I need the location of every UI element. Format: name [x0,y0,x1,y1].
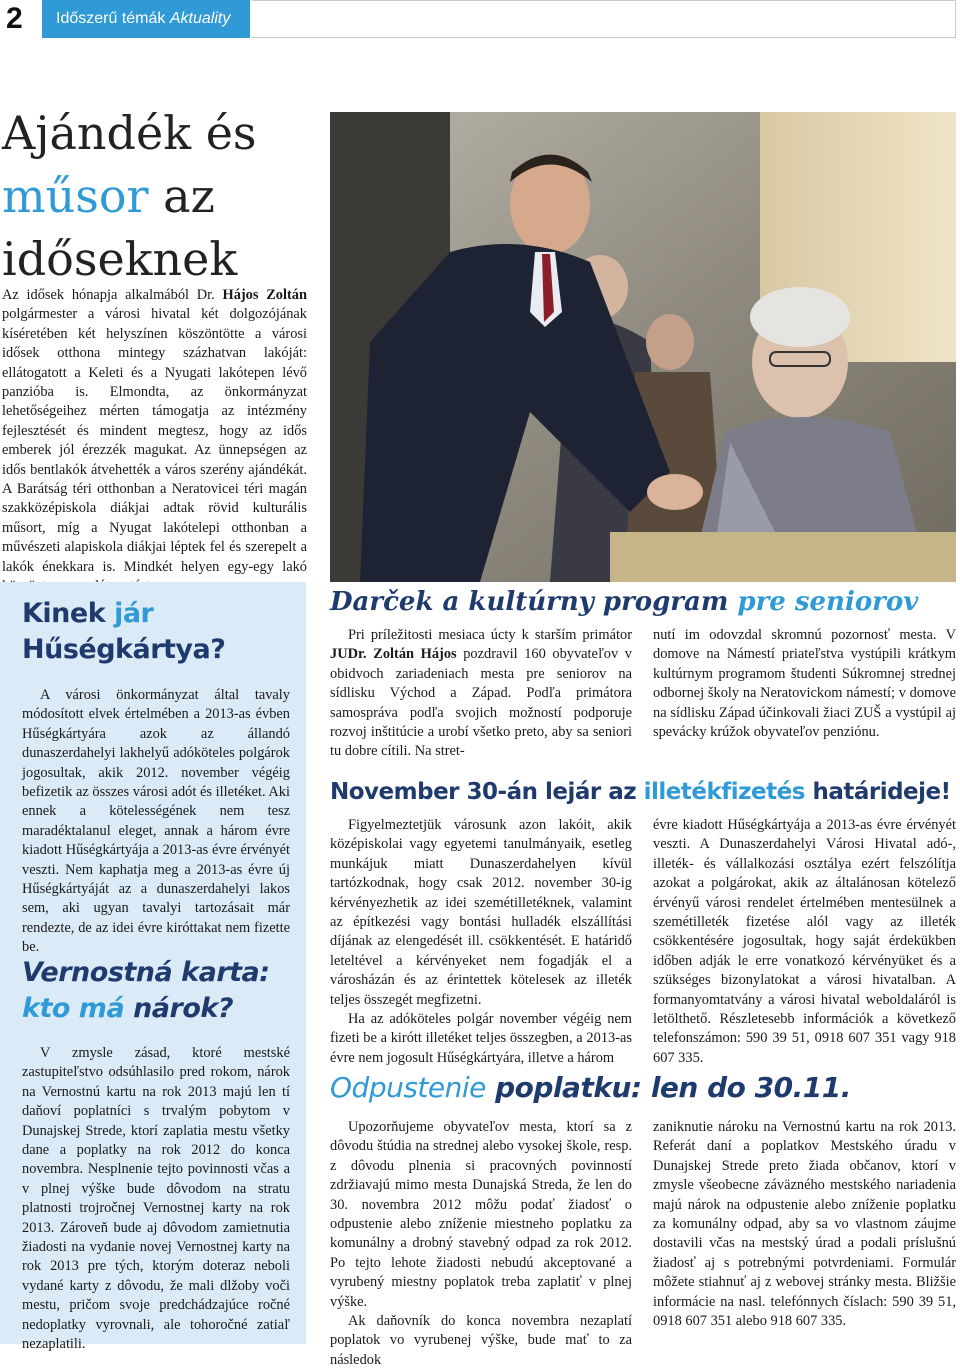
slovak-article-column-1 [330,626,632,762]
title-line-3: időseknek [2,232,238,286]
sidebar-title2-line-2 [22,991,302,1027]
title-line-2-rest: az [148,169,215,223]
page-title [2,102,322,291]
odpustenie-article-column-1 [330,1118,632,1370]
slovak-col1-text-start: Pri príležitosti mesiaca úcty k starším primátor [348,627,632,643]
lead-paragraph [2,286,307,597]
title-line-1: Ajándék és [2,106,257,160]
sidebar-title2-part2: nárok? [124,993,233,1024]
deadline-title-part1: November 30-án lejár az [330,779,644,805]
article-photo [330,112,956,582]
sidebar-title-part1: Kinek [22,598,115,629]
slovak-title-part1: Darček a kultúrny program [330,587,738,617]
sidebar-title-line-2: Hűségkártya? [22,634,226,665]
lead-text-end: polgármester a városi hivatal két dolgozójának kíséretében két helyszínen köszöntötte a városi idősek otthona mintegy százhatvan lakóját: ellátogatott a Keleti és a Nyugati lakótepen lévő panzióba is. Elmondta, az önkormányzat lehetőségeihez mérten támogatja az intézmény fejlesztését és mindent megtesz, hogy az idős emberek jól érezzék magukat. Az ünnepségen az idős bentlakók átvehették a város szerény ajándékát. A Barátság téri otthonban a Neratovicei téri magán szakközépiskola diákjai adtak rövid kulturális műsort, míg a Nyugat lakótelepi otthonban a művészeti alapiskola diákjai léptek fel és szerepelt a lakók énekkara is. Mindkét helyen egy-egy lakó [2,306,307,575]
header-rule [252,0,956,38]
odpustenie-col1-paragraph-2: Ak daňovník do konca novembra nezaplatí poplatok vo vyrubenej výške, bude mať to za následok [330,1313,632,1368]
deadline-col1-paragraph-2: Ha az adóköteles polgár november végéig nem fizeti be a kirótt illetéket teljes összegben, a 2013-as évre nem jogosult Hűségkártyára, illetve a három [330,1011,632,1066]
odpustenie-title-highlight: Odpustenie [330,1071,486,1104]
deadline-col1-paragraph-1: Figyelmeztetjük városunk azon lakóit, akik középiskolai vagy egyetemi tanulmányaik, esetleg munkájuk miatt Dunaszerdahelyen kívül tartózkodnak, hogy csak 2012. november 30-ig kérvényezhetik az idei szemétilletéknek, valamint az építkezési vagy bontási hulladék elszállítási díjának az elengedését ill. csökkentését. E határidő leteltével a kérvényeket nem fogadják el a városházán és az érintettek kötelesek az illeték teljes összegét megfizetni. [330,817,632,1008]
sidebar-title-highlight: jár [114,598,154,629]
sidebar-paragraph-1: A városi önkormányzat által tavaly módosított elvek értelmében a 2013-as évben Hűségkártyára azok az állandó dunaszerdahelyi lakhelyű adóköteles polgárok jogosultak, akik 2012. november végéig befizetik az összes városi adót és illetéket. Aki ennek a kötelességének nem tesz maradéktalanul eleget, annak a három évre kiadott Hűségkártyája a 2013-as évre érvényét veszti. Nem kaphatja meg a 2013-as évre új Hűségkártyáját az a dunaszerdahelyi lakos sem, aki ugyan tavalyi tartozásait már rendezte, de az idei évre kiróttakat nem fizette be. [22,687,290,956]
slovak-col1-text-end: pozdravil 160 obyvateľov v obidvoch zariadeniach mesta pre seniorov na sídlisku Východ a Západ. Podľa primátora samospráva podľa svojich možností podporuje rozvoj inštitúcie a urobí všetko preto, aby sa seniori tu dobre cítili. Na stret- [330,646,632,760]
sidebar-title-vernostna-karta [22,955,302,1027]
deadline-article-column-2: évre kiadott Hűségkártyája a 2013-as évre érvényét veszti. A Dunaszerdahelyi Városi Hivatal adó-, illeték- és vállalkozási osztálya ezért felszólítja azokat a polgárokat, akik az általánosan kötelező érvényű városi rendelet értelmében mentesülnek a szemétilleték fizetése alól vagy az illeték csökkentésére jogosultak, hogy saját érdekükben időben adják le erre vonatkozó kérvényüket és a szükséges bizonylatokat a városi hivatalban. A formanyomtatvány a városi hivatal weboldaláról is letölthető. Részletesebb információk a következő telefonszámon: 590 39 51, 0918 607 351 vagy 918 607 335. [653,817,956,1066]
odpustenie-col1-paragraph-1: Upozorňujeme obyvateľov mesta, ktorí sa z dôvodu štúdia na strednej alebo vysokej škole, resp. z dôvodu plnenia si pracovných povinností zdržiavajú mimo mesta Dunajská Streda, že len do 30. novembra 2012 môžu podať žiadosť o odpustenie alebo zníženie miestneho poplatku za komunálny a drobný stavebný odpad za rok 2012. Po tejto lehote žiadosti nebudú akceptované a vyrubený miestny poplatok treba zaplatiť v plnej výške. [330,1119,632,1310]
slovak-title-highlight: pre seniorov [737,587,919,617]
title-line-2 [2,165,322,228]
photo-illustration [330,112,956,582]
sidebar-title2-highlight: kto má [22,993,125,1024]
odpustenie-article-column-2: zaniknutie nároku na Vernostnú kartu na rok 2013. Referát daní a poplatkov Mestského úradu v Dunajskej Strede preto žiada občanov, ktorí v zmysle všeobecne záväzného mestského nariadenia majú nárok na odpustenie alebo zníženie poplatku za komunálny odpad, aby sa vo vlastnom záujme dostavili včas na mestský úrad a podali príslušnú žiadosť aj s potrebnými potvrdeniami. Formulár môžete stiahnuť aj z webovej stránky mesta. Bližšie informácie na nasl. telefónnych číslach: 590 39 51, 0918 607 351 alebo 918 607 335. [653,1119,956,1330]
title-highlight: műsor [2,169,149,223]
sidebar-title-loyalty-card [22,596,302,668]
lead-text-start: Az idősek hónapja alkalmából Dr. [2,287,223,303]
deadline-title-part2: határideje! [804,779,951,805]
slovak-article-column-2: nutí im odovzdal skromnú pozornosť mesta. V domove na Námestí priateľstva vystúpili krátkym kultúrnym programom študenti Súkromnej strednej odbornej školy na Neratovickom námestí; v domove na sídlisku Západ účinkovali žiaci ZUŠ a vystúpil aj spevácky krúžok obyvateľov penziónu. [653,627,956,741]
odpustenie-title-rest: poplatku: len do 30.11. [485,1071,851,1104]
page-number: 2 [6,2,23,35]
deadline-title-highlight: illetékfizetés [643,779,805,805]
deadline-article-column-1 [330,816,632,1068]
odpustenie-article-title [330,1068,960,1108]
sidebar-title2-line-1: Vernostná karta: [22,957,270,988]
slovak-article-title [330,584,960,620]
slovak-col1-bold-name: JUDr. Zoltán Hájos [330,646,457,663]
sidebar-title-line-1 [22,596,302,632]
sidebar-paragraph-2: V zmysle zásad, ktoré mestské zastupiteľstvo odsúhlasilo pred rokom, nárok na Vernostnú kartu na rok 2013 majú len tí daňoví poplatníci s trvalým pobytom v Dunajskej Strede, ktorí zaplatia mestu všetky dane a poplatky na rok 2012 do konca novembra. Nesplnenie tejto povinnosti včas a v plnej výške bude dôvodom na stratu platnosti trojročnej Vernostnej karty na rok 2013. Zároveň bude aj dôvodom zamietnutia žiadosti na vydanie novej Vernostnej karty na rok 2013 pre tých, ktorým doteraz neboli vydané karty z dôvodu, že mali dlžoby voči mestu, pričom svoje predchádzajúce ročné nedoplatky vyrovnali, ale tohoročné zatiaľ nezaplatili. [22,1045,290,1353]
section-label: Időszerű témák [56,10,166,27]
deadline-article-title [330,776,960,808]
lead-bold-name: Hájos Zoltán [222,287,307,303]
section-header [42,0,250,38]
section-label-highlight: Aktuality [169,10,231,27]
